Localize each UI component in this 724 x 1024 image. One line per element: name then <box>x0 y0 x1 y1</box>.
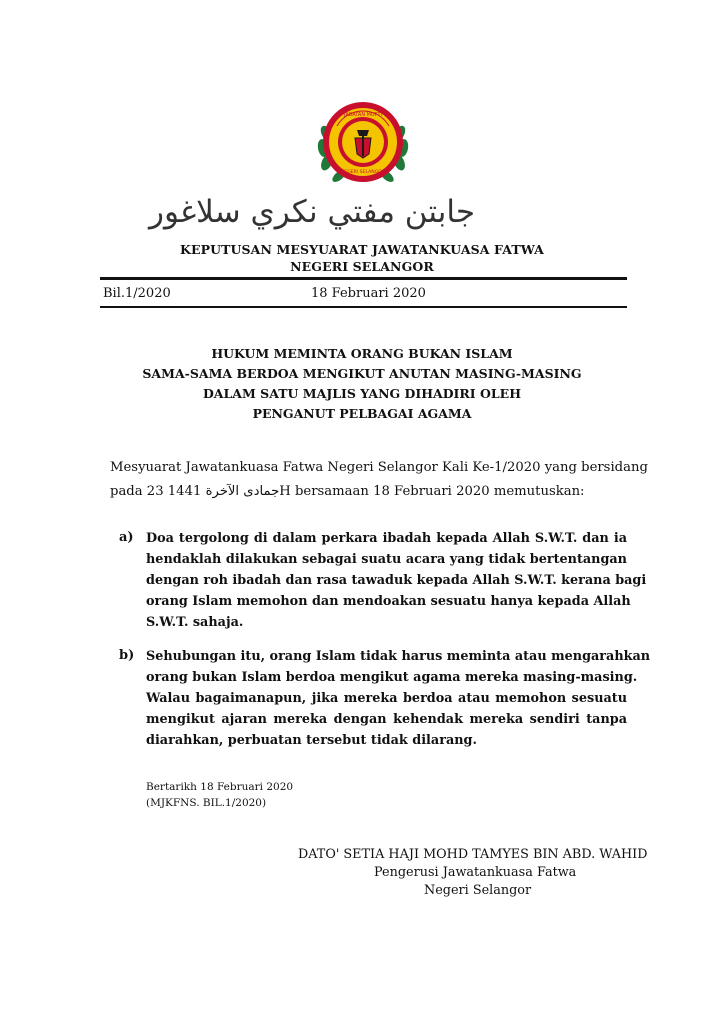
reference-code: (MJKFNS. BIL.1/2020) <box>146 797 267 809</box>
decision-line: Sehubungan itu, orang Islam tidak harus meminta atau mengarahkan <box>146 649 651 664</box>
decision-line: S.W.T. sahaja. <box>146 615 244 630</box>
intro-paragraph <box>110 456 648 504</box>
decision-line: diarahkan, perbuatan tersebut tidak dilarang. <box>146 733 477 748</box>
reference-number: Bil.1/2020 <box>103 286 171 301</box>
letterhead-title-line2: NEGERI SELANGOR <box>290 259 434 274</box>
decision-text <box>146 646 651 751</box>
decision-line: dengan roh ibadah dan rasa tawaduk kepada Allah S.W.T. kerana bagi <box>146 573 647 588</box>
signatory-state: Negeri Selangor <box>424 883 532 898</box>
decision-line: hendaklah dilakukan sebagai suatu acara yang tidak bertentangan <box>146 552 627 567</box>
decision-line: orang bukan Islam berdoa mengikut agama mereka masing-masing. <box>146 670 638 685</box>
signatory-position: Pengerusi Jawatankuasa Fatwa <box>374 865 577 880</box>
jawi-calligraphy-logo: جابتن مفتي نکري سلاغور <box>148 194 475 230</box>
subject-line: SAMA-SAMA BERDOA MENGIKUT ANUTAN MASING-MASING <box>142 366 582 381</box>
subject-line: HUKUM MEMINTA ORANG BUKAN ISLAM <box>211 346 513 361</box>
jabatan-mufti-emblem <box>313 96 413 190</box>
header-divider-top <box>100 277 627 280</box>
subject-line: PENGANUT PELBAGAI AGAMA <box>252 406 472 421</box>
letterhead-title-line1: KEPUTUSAN MESYUARAT JAWATANKUASA FATWA <box>180 242 544 257</box>
decision-line: mengikut ajaran mereka dengan kehendak mereka sendiri tanpa <box>146 712 627 727</box>
decision-letter: a) <box>119 530 134 545</box>
decision-line: Walau bagaimanapun, jika mereka berdoa atau memohon sesuatu <box>146 691 627 706</box>
intro-line: Mesyuarat Jawatankuasa Fatwa Negeri Selangor Kali Ke-1/2020 yang bersidang <box>110 460 648 475</box>
signatory-name: DATO' SETIA HAJI MOHD TAMYES BIN ABD. WAHID <box>298 847 648 862</box>
subject-line: DALAM SATU MAJLIS YANG DIHADIRI OLEH <box>202 386 522 401</box>
intro-date-suffix: 1441H bersamaan 18 Februari 2020 memutuskan: <box>167 484 585 499</box>
intro-line <box>110 480 628 504</box>
decision-line: Doa tergolong di dalam perkara ibadah kepada Allah S.W.T. dan ia <box>146 531 627 546</box>
header-divider-bottom <box>100 306 627 308</box>
dated-line: Bertarikh 18 Februari 2020 <box>146 781 294 793</box>
intro-hijri-month: جمادى الآخرة <box>205 484 280 499</box>
svg-text:NEGERI SELANGOR: NEGERI SELANGOR <box>340 170 386 175</box>
reference-date: 18 Februari 2020 <box>311 286 426 301</box>
decision-text <box>146 528 647 633</box>
decision-letter: b) <box>119 648 135 663</box>
decision-line: orang Islam memohon dan mendoakan sesuatu hanya kepada Allah <box>146 594 631 609</box>
svg-text:JABATAN MUFTI: JABATAN MUFTI <box>344 112 382 118</box>
intro-date-prefix: pada 23 <box>110 484 164 499</box>
